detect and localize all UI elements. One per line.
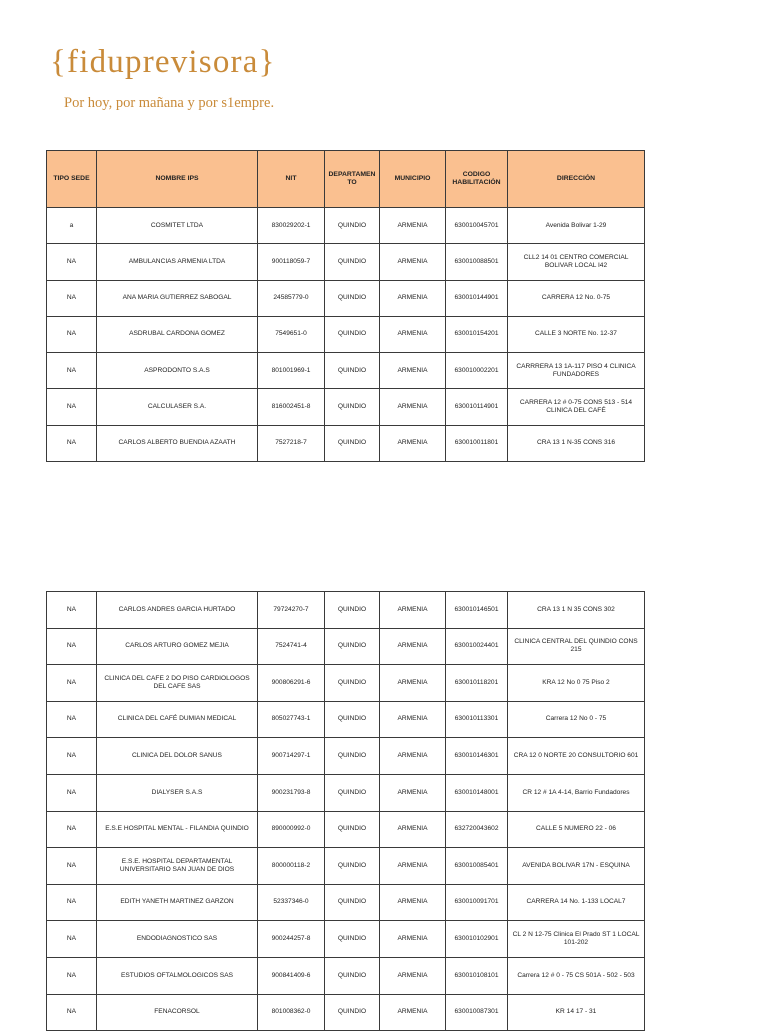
cell-nombre-ips: ASPRODONTO S.A.S [97,353,258,389]
ips-table-1 [46,150,645,462]
cell-nombre-ips: EDITH YANETH MARTINEZ GARZON [97,884,258,921]
cell-municipio: ARMENIA [380,353,446,389]
table-row [47,208,645,244]
cell-direccion: CARRERA 12 No. 0-75 [508,280,645,316]
cell-tipo-sede: NA [47,994,97,1031]
cell-direccion: CL 2 N 12-75 Clinica El Prado ST 1 LOCAL 101-202 [508,921,645,958]
col-header-municipio: MUNICIPIO [380,151,446,208]
cell-direccion: CR 12 # 1A 4-14, Barrio Fundadores [508,774,645,811]
cell-tipo-sede: NA [47,592,97,629]
cell-tipo-sede: NA [47,774,97,811]
cell-nombre-ips: CARLOS ALBERTO BUENDIA AZAATH [97,425,258,461]
cell-nit: 900714297-1 [258,738,325,775]
cell-nombre-ips: FENACORSOL [97,994,258,1031]
cell-tipo-sede: NA [47,316,97,352]
cell-direccion: CARRERA 14 No. 1-133 LOCAL7 [508,884,645,921]
cell-departamento: QUINDIO [325,848,380,885]
cell-direccion: KR 14 17 - 31 [508,994,645,1031]
cell-nombre-ips: ESTUDIOS OFTALMOLOGICOS SAS [97,957,258,994]
cell-municipio: ARMENIA [380,665,446,702]
cell-codigo-habilitacion: 630010011801 [446,425,508,461]
cell-tipo-sede: a [47,208,97,244]
cell-departamento: QUINDIO [325,957,380,994]
cell-nombre-ips: CLINICA DEL CAFÉ DUMIAN MEDICAL [97,701,258,738]
cell-departamento: QUINDIO [325,425,380,461]
cell-nombre-ips: CARLOS ANDRES GARCIA HURTADO [97,592,258,629]
cell-departamento: QUINDIO [325,811,380,848]
cell-direccion: CARRRERA 13 1A-117 PISO 4 CLINICA FUNDADORES [508,353,645,389]
table-header-row [47,151,645,208]
cell-municipio: ARMENIA [380,425,446,461]
table-row [47,316,645,352]
cell-nit: 805027743-1 [258,701,325,738]
table-row [47,425,645,461]
table-row [47,628,645,665]
cell-nit: 900231793-8 [258,774,325,811]
cell-codigo-habilitacion: 630010114901 [446,389,508,425]
cell-departamento: QUINDIO [325,665,380,702]
cell-codigo-habilitacion: 630010002201 [446,353,508,389]
cell-nombre-ips: E.S.E HOSPITAL MENTAL - FILANDIA QUINDIO [97,811,258,848]
cell-departamento: QUINDIO [325,316,380,352]
cell-codigo-habilitacion: 630010144901 [446,280,508,316]
table-row [47,774,645,811]
cell-departamento: QUINDIO [325,353,380,389]
cell-nit: 900244257-8 [258,921,325,958]
cell-municipio: ARMENIA [380,738,446,775]
col-header-codigo: CODIGO HABILITACIÓN [446,151,508,208]
table-row [47,244,645,280]
cell-departamento: QUINDIO [325,389,380,425]
cell-tipo-sede: NA [47,665,97,702]
cell-nit: 7527218-7 [258,425,325,461]
cell-nit: 830029202-1 [258,208,325,244]
cell-municipio: ARMENIA [380,592,446,629]
table-row [47,921,645,958]
table-row [47,701,645,738]
cell-municipio: ARMENIA [380,884,446,921]
cell-departamento: QUINDIO [325,208,380,244]
cell-codigo-habilitacion: 630010091701 [446,884,508,921]
cell-codigo-habilitacion: 630010118201 [446,665,508,702]
cell-nit: 24585779-0 [258,280,325,316]
col-header-nombre-ips: NOMBRE IPS [97,151,258,208]
cell-codigo-habilitacion: 630010146501 [446,592,508,629]
cell-tipo-sede: NA [47,957,97,994]
cell-nit: 52337346-0 [258,884,325,921]
cell-tipo-sede: NA [47,353,97,389]
cell-nit: 7524741-4 [258,628,325,665]
table-row [47,884,645,921]
cell-tipo-sede: NA [47,701,97,738]
cell-nit: 79724270-7 [258,592,325,629]
col-header-direccion: DIRECCIÓN [508,151,645,208]
cell-nombre-ips: ASDRUBAL CARDONA GOMEZ [97,316,258,352]
cell-codigo-habilitacion: 630010085401 [446,848,508,885]
cell-tipo-sede: NA [47,280,97,316]
cell-nombre-ips: DIALYSER S.A.S [97,774,258,811]
cell-nombre-ips: COSMITET LTDA [97,208,258,244]
cell-tipo-sede: NA [47,628,97,665]
cell-municipio: ARMENIA [380,244,446,280]
cell-municipio: ARMENIA [380,957,446,994]
cell-municipio: ARMENIA [380,628,446,665]
cell-nit: 801008362-0 [258,994,325,1031]
cell-departamento: QUINDIO [325,280,380,316]
cell-departamento: QUINDIO [325,592,380,629]
cell-tipo-sede: NA [47,921,97,958]
cell-departamento: QUINDIO [325,994,380,1031]
cell-codigo-habilitacion: 630010146301 [446,738,508,775]
cell-codigo-habilitacion: 630010024401 [446,628,508,665]
cell-nit: 801001969-1 [258,353,325,389]
cell-municipio: ARMENIA [380,389,446,425]
table-row [47,738,645,775]
cell-municipio: ARMENIA [380,316,446,352]
logo-tagline: Por hoy, por mañana y por s1empre. [64,95,275,111]
cell-nombre-ips: E.S.E. HOSPITAL DEPARTAMENTAL UNIVERSITARIO SAN JUAN DE DIOS [97,848,258,885]
cell-direccion: Carrera 12 # 0 - 75 CS 501A - 502 - 503 [508,957,645,994]
cell-departamento: QUINDIO [325,921,380,958]
cell-nit: 900806291-6 [258,665,325,702]
cell-tipo-sede: NA [47,244,97,280]
cell-tipo-sede: NA [47,811,97,848]
cell-municipio: ARMENIA [380,848,446,885]
cell-tipo-sede: NA [47,884,97,921]
cell-nit: 890000992-0 [258,811,325,848]
cell-municipio: ARMENIA [380,811,446,848]
cell-codigo-habilitacion: 630010102901 [446,921,508,958]
cell-codigo-habilitacion: 630010045701 [446,208,508,244]
fiduprevisora-logo: {fiduprevisora} [50,44,276,80]
cell-municipio: ARMENIA [380,701,446,738]
cell-direccion: Carrera 12 No 0 - 75 [508,701,645,738]
cell-nombre-ips: CARLOS ARTURO GOMEZ MEJIA [97,628,258,665]
ips-table-2 [46,591,645,1031]
cell-nit: 900118059-7 [258,244,325,280]
cell-direccion: CALLE 5 NUMERO 22 - 06 [508,811,645,848]
cell-municipio: ARMENIA [380,774,446,811]
cell-codigo-habilitacion: 630010108101 [446,957,508,994]
cell-nombre-ips: CALCULASER S.A. [97,389,258,425]
cell-tipo-sede: NA [47,425,97,461]
cell-departamento: QUINDIO [325,884,380,921]
col-header-nit: NIT [258,151,325,208]
cell-departamento: QUINDIO [325,774,380,811]
cell-nit: 816002451-8 [258,389,325,425]
cell-direccion: CRA 13 1 N 35 CONS 302 [508,592,645,629]
cell-departamento: QUINDIO [325,628,380,665]
cell-nombre-ips: ENDODIAGNOSTICO SAS [97,921,258,958]
cell-codigo-habilitacion: 630010148001 [446,774,508,811]
cell-departamento: QUINDIO [325,701,380,738]
cell-tipo-sede: NA [47,738,97,775]
cell-direccion: CRA 13 1 N-35 CONS 316 [508,425,645,461]
cell-direccion: CARRERA 12 # 0-75 CONS 513 - 514 CLINICA DEL CAFÉ [508,389,645,425]
cell-codigo-habilitacion: 632720043602 [446,811,508,848]
table-row [47,957,645,994]
cell-codigo-habilitacion: 630010088501 [446,244,508,280]
cell-nombre-ips: ANA MARIA GUTIERREZ SABOGAL [97,280,258,316]
table-row [47,389,645,425]
cell-municipio: ARMENIA [380,280,446,316]
cell-direccion: CLL2 14 01 CENTRO COMERCIAL BOLIVAR LOCAL I42 [508,244,645,280]
cell-departamento: QUINDIO [325,738,380,775]
cell-codigo-habilitacion: 630010113301 [446,701,508,738]
col-header-tipo-sede: TIPO SEDE [47,151,97,208]
table-row [47,280,645,316]
cell-nombre-ips: AMBULANCIAS ARMENIA LTDA [97,244,258,280]
cell-nit: 7549651-0 [258,316,325,352]
cell-direccion: CALLE 3 NORTE No. 12-37 [508,316,645,352]
cell-tipo-sede: NA [47,848,97,885]
cell-nombre-ips: CLINICA DEL DOLOR SANUS [97,738,258,775]
cell-codigo-habilitacion: 630010154201 [446,316,508,352]
cell-codigo-habilitacion: 630010087301 [446,994,508,1031]
col-header-departamento: DEPARTAMEN TO [325,151,380,208]
table-row [47,592,645,629]
cell-nombre-ips: CLINICA DEL CAFE 2 DO PISO CARDIOLOGOS DEL CAFE SAS [97,665,258,702]
cell-tipo-sede: NA [47,389,97,425]
table-row [47,665,645,702]
cell-direccion: CLINICA CENTRAL DEL QUINDIO CONS 215 [508,628,645,665]
cell-direccion: Avenida Bolivar 1-29 [508,208,645,244]
cell-direccion: CRA 12 0 NORTE 20 CONSULTORIO 601 [508,738,645,775]
cell-municipio: ARMENIA [380,208,446,244]
cell-direccion: KRA 12 No 0 75 Piso 2 [508,665,645,702]
cell-departamento: QUINDIO [325,244,380,280]
table-row [47,848,645,885]
cell-direccion: AVENIDA BOLIVAR 17N - ESQUINA [508,848,645,885]
table-row [47,811,645,848]
cell-municipio: ARMENIA [380,994,446,1031]
cell-municipio: ARMENIA [380,921,446,958]
cell-nit: 900841409-6 [258,957,325,994]
table-row [47,353,645,389]
cell-nit: 800000118-2 [258,848,325,885]
table-row [47,994,645,1031]
